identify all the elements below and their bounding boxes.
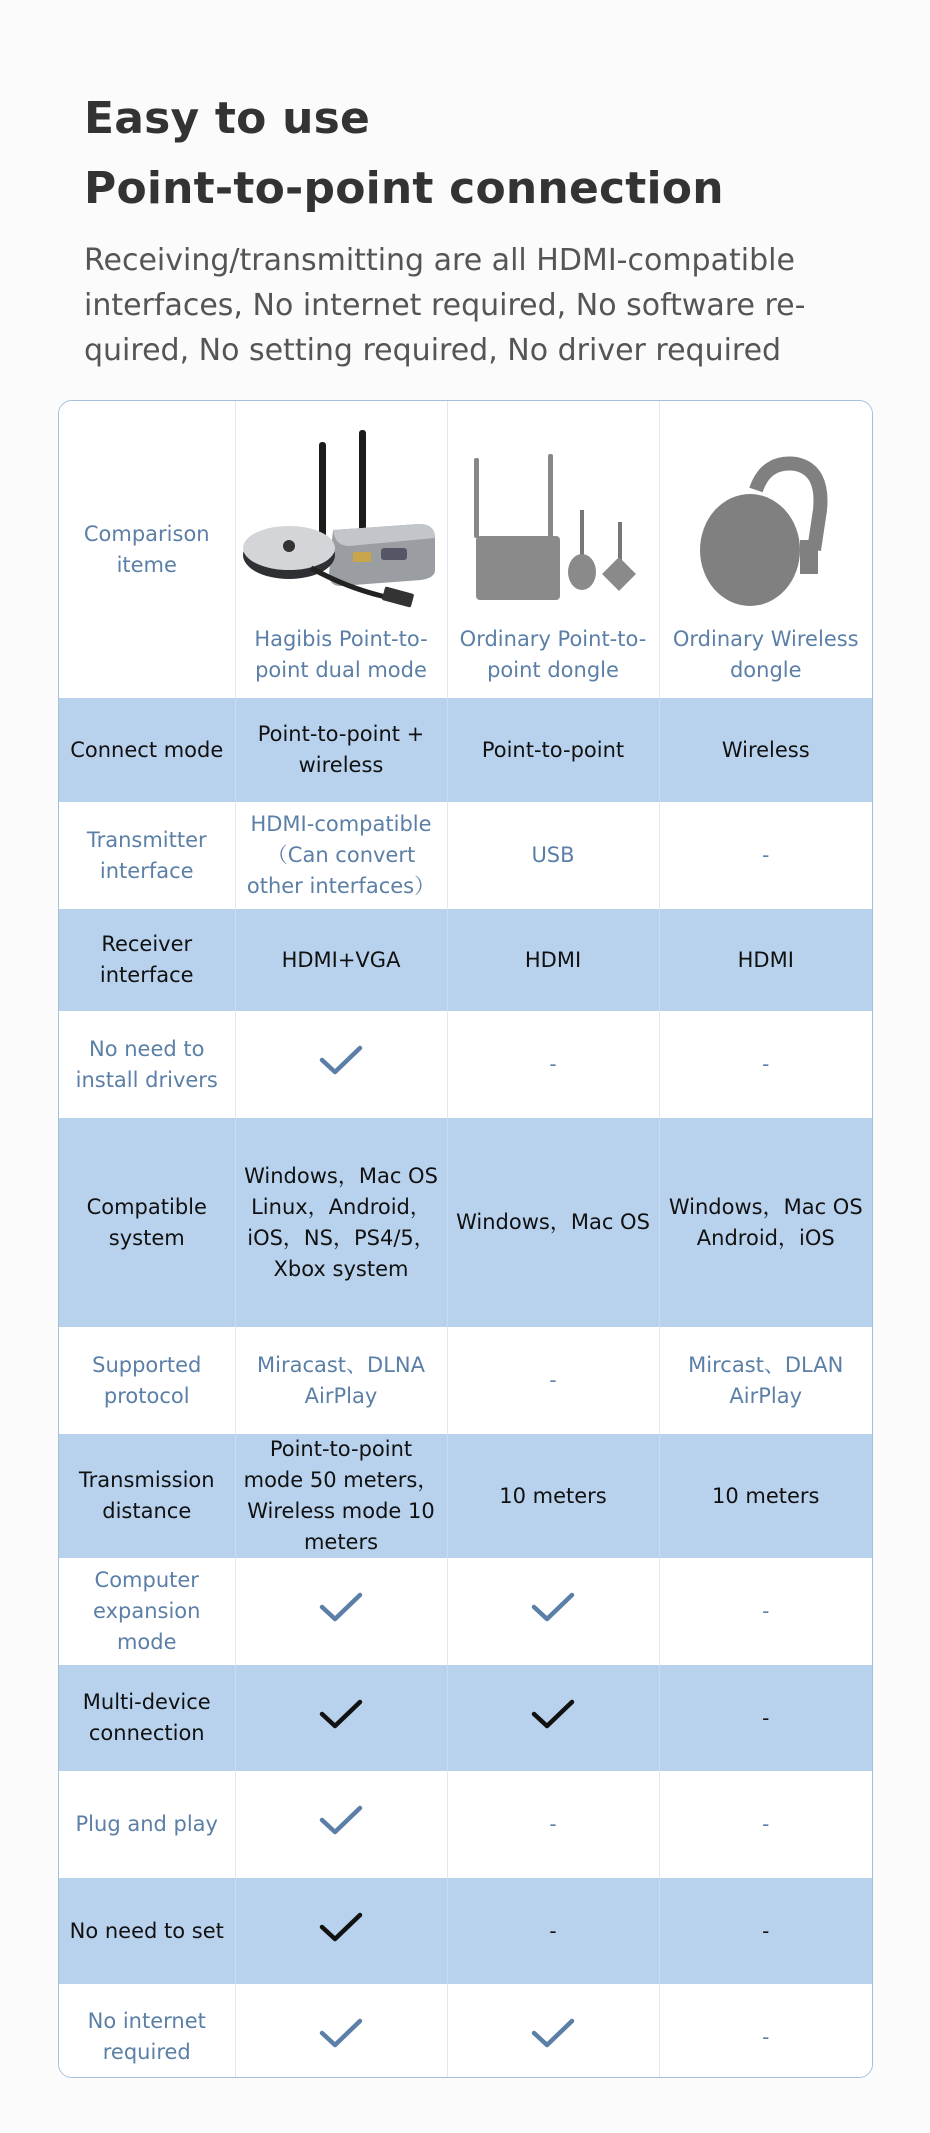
cell-value: - — [659, 1878, 872, 1984]
cell-value: HDMI — [659, 909, 872, 1011]
table-row — [59, 1118, 872, 1327]
cell-value: 10 meters — [447, 1434, 659, 1558]
check-cell — [235, 1984, 447, 2078]
check-cell — [447, 1984, 659, 2078]
cell-value: Miracast、DLNA AirPlay — [235, 1327, 447, 1434]
cell-value: Windows，Mac OS Android，iOS — [659, 1118, 872, 1327]
check-cell — [235, 1011, 447, 1118]
cell-value: Windows，Mac OS — [447, 1118, 659, 1327]
cell-value: HDMI+VGA — [235, 909, 447, 1011]
table-row — [59, 1771, 872, 1878]
cell-value: Point-to-point — [447, 698, 659, 802]
check-cell — [447, 1558, 659, 1665]
row-label: Plug and play — [59, 1771, 235, 1878]
table-header-row — [59, 401, 872, 698]
check-cell — [235, 1665, 447, 1771]
row-label: No need to set — [59, 1878, 235, 1984]
table-row — [59, 1011, 872, 1118]
cell-value: HDMI-compatible（Can convert other interfaces） — [235, 802, 447, 909]
corner-label: Comparison iteme — [59, 401, 235, 698]
cell-value: - — [659, 1984, 872, 2078]
dual-mode-device-image — [241, 420, 441, 610]
check-cell — [235, 1878, 447, 1984]
product-name-ordinary-p2p: Ordinary Point-to-point dongle — [459, 627, 647, 682]
row-label: Transmitter interface — [59, 802, 235, 909]
table-row — [59, 1558, 872, 1665]
product-name-ordinary-wireless: Ordinary Wireless dongle — [672, 627, 859, 682]
point-to-point-dongle-image — [468, 450, 638, 610]
table-row — [59, 1327, 872, 1434]
cell-value: - — [447, 1011, 659, 1118]
checkmark-icon — [531, 1592, 575, 1622]
checkmark-icon — [319, 2018, 363, 2048]
cell-value: - — [447, 1771, 659, 1878]
row-label: No internet required — [59, 1984, 235, 2078]
checkmark-icon — [531, 2018, 575, 2048]
cell-value: Mircast、DLAN AirPlay — [659, 1327, 872, 1434]
checkmark-icon — [319, 1699, 363, 1729]
cell-value: Point-to-point + wireless — [235, 698, 447, 802]
table-row — [59, 909, 872, 1011]
table-row — [59, 1434, 872, 1558]
heading-line2: Point-to-point connection — [84, 163, 724, 214]
product-name-hagibis: Hagibis Point-to-point dual mode — [254, 627, 428, 682]
row-label: Multi-device connection — [59, 1665, 235, 1771]
cell-value: 10 meters — [659, 1434, 872, 1558]
cell-value: - — [447, 1327, 659, 1434]
cell-value: - — [447, 1878, 659, 1984]
checkmark-icon — [531, 1699, 575, 1729]
row-label: Receiver interface — [59, 909, 235, 1011]
product-column-ordinary-wireless — [659, 401, 872, 698]
checkmark-icon — [319, 1045, 363, 1075]
cell-value: HDMI — [447, 909, 659, 1011]
checkmark-icon — [319, 1912, 363, 1942]
row-label: Connect mode — [59, 698, 235, 802]
cell-value: Wireless — [659, 698, 872, 802]
cell-value: - — [659, 1771, 872, 1878]
cell-value: Windows，Mac OS Linux，Android，iOS，NS，PS4/5，Xbox system — [235, 1118, 447, 1327]
table-row — [59, 1878, 872, 1984]
checkmark-icon — [319, 1592, 363, 1622]
row-label: Compatible system — [59, 1118, 235, 1327]
row-label: No need to install drivers — [59, 1011, 235, 1118]
table-row — [59, 698, 872, 802]
check-cell — [447, 1665, 659, 1771]
cell-value: - — [659, 802, 872, 909]
heading-line1: Easy to use — [84, 93, 371, 144]
comparison-table — [58, 400, 873, 2078]
check-cell — [235, 1558, 447, 1665]
row-label: Supported protocol — [59, 1327, 235, 1434]
table-row — [59, 802, 872, 909]
heading — [84, 84, 874, 373]
cell-value: - — [659, 1558, 872, 1665]
check-cell — [235, 1771, 447, 1878]
wireless-dongle-image — [696, 450, 836, 610]
cell-value: - — [659, 1011, 872, 1118]
cell-value: USB — [447, 802, 659, 909]
table-row — [59, 1984, 872, 2078]
table-row — [59, 1665, 872, 1771]
product-column-ordinary-p2p — [447, 401, 659, 698]
product-column-hagibis — [235, 401, 447, 698]
checkmark-icon — [319, 1805, 363, 1835]
heading-description: Receiving/transmitting are all HDMI-compatible interfaces, No internet required, No software re-quired, No setting required, No driver required — [84, 243, 806, 368]
cell-value: Point-to-point mode 50 meters，Wireless mode 10 meters — [235, 1434, 447, 1558]
row-label: Transmission distance — [59, 1434, 235, 1558]
row-label: Computer expansion mode — [59, 1558, 235, 1665]
cell-value: - — [659, 1665, 872, 1771]
